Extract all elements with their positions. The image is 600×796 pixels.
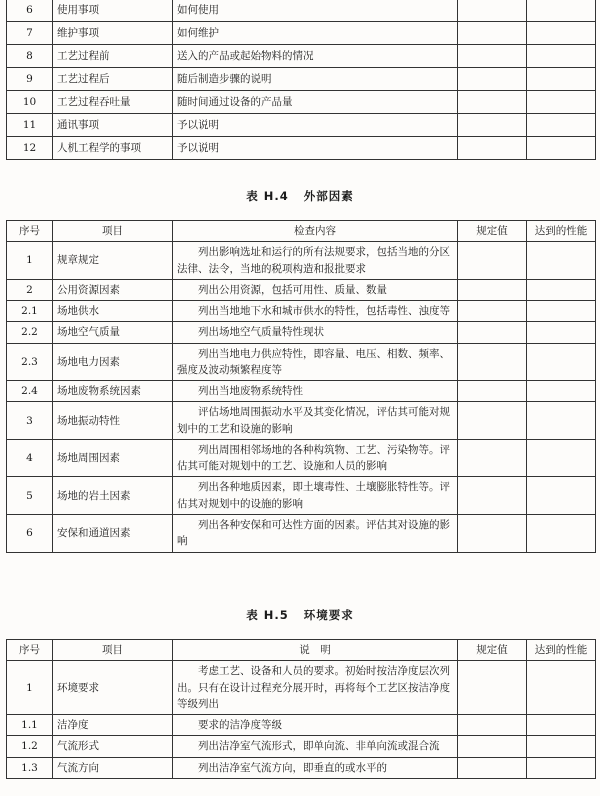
row-description: 如何维护 [173, 22, 458, 45]
table-row [7, 514, 596, 552]
table-h4-external-factors [6, 220, 596, 553]
row-spec-value [458, 514, 527, 552]
row-spec-value [458, 439, 527, 477]
row-item: 工艺过程后 [53, 68, 173, 91]
row-description: 随后制造步骤的说明 [173, 68, 458, 91]
row-spec-value [458, 402, 527, 440]
row-item: 工艺过程吞吐量 [53, 91, 173, 114]
table-body [7, 0, 596, 160]
row-number: 9 [7, 68, 53, 91]
row-spec-value [458, 381, 527, 402]
row-description: 予以说明 [173, 137, 458, 160]
table-row [7, 381, 596, 402]
table-row [7, 322, 596, 343]
row-item: 人机工程学的事项 [53, 137, 173, 160]
row-description: 列出影响选址和运行的所有法规要求，包括当地的分区法律、法令，当地的税项构造和报批要求 [173, 242, 458, 280]
table-row [7, 68, 596, 91]
header-item: 项目 [53, 640, 173, 661]
caption-title: 环境要求 [303, 608, 354, 622]
row-performance [527, 514, 596, 552]
row-spec-value [458, 45, 527, 68]
row-description: 列出各种地质因素，即土壤毒性、土壤膨胀特性等。评估其对规划中的设施的影响 [173, 477, 458, 515]
row-description: 列出当地废物系统特性 [173, 381, 458, 402]
row-spec-value [458, 137, 527, 160]
row-spec-value [458, 279, 527, 300]
row-number: 6 [7, 514, 53, 552]
row-description: 列出周围相邻场地的各种构筑物、工艺、污染物等。评估其可能对规划中的工艺、设施和人员的影响 [173, 439, 458, 477]
table-top-continuation [6, 0, 596, 160]
row-number: 1 [7, 661, 53, 715]
header-perf: 达到的性能 [527, 221, 596, 242]
row-description: 如何使用 [173, 0, 458, 22]
header-num: 序号 [7, 640, 53, 661]
table-body [7, 661, 596, 779]
table-row [7, 477, 596, 515]
row-number: 2.3 [7, 343, 53, 381]
row-item: 公用资源因素 [53, 279, 173, 300]
table-h5-environment-requirements [6, 639, 596, 779]
row-spec-value [458, 757, 527, 778]
row-item: 洁净度 [53, 715, 173, 736]
header-desc: 检查内容 [173, 221, 458, 242]
row-spec-value [458, 242, 527, 280]
row-number: 2.4 [7, 381, 53, 402]
row-performance [527, 45, 596, 68]
row-number: 1.2 [7, 736, 53, 757]
table-row [7, 343, 596, 381]
row-number: 1.3 [7, 757, 53, 778]
table-row [7, 661, 596, 715]
header-spec: 规定值 [458, 640, 527, 661]
row-item: 场地振动特性 [53, 402, 173, 440]
table-body [7, 242, 596, 552]
row-performance [527, 91, 596, 114]
row-description: 列出当地地下水和城市供水的特性，包括毒性、浊度等 [173, 301, 458, 322]
row-description: 列出洁净室气流形式，即单向流、非单向流或混合流 [173, 736, 458, 757]
row-item: 维护事项 [53, 22, 173, 45]
row-performance [527, 114, 596, 137]
row-number: 1.1 [7, 715, 53, 736]
row-spec-value [458, 91, 527, 114]
row-item: 场地供水 [53, 301, 173, 322]
row-item: 场地空气质量 [53, 322, 173, 343]
row-item: 工艺过程前 [53, 45, 173, 68]
row-performance [527, 715, 596, 736]
header-num: 序号 [7, 221, 53, 242]
row-description: 列出当地电力供应特性，即容量、电压、相数、频率、强度及波动频繁程度等 [173, 343, 458, 381]
row-item: 环境要求 [53, 661, 173, 715]
row-item: 气流方向 [53, 757, 173, 778]
row-description: 列出各种安保和可达性方面的因素。评估其对设施的影响 [173, 514, 458, 552]
row-performance [527, 661, 596, 715]
row-item: 使用事项 [53, 0, 173, 22]
row-number: 5 [7, 477, 53, 515]
row-performance [527, 0, 596, 22]
row-spec-value [458, 343, 527, 381]
row-spec-value [458, 22, 527, 45]
row-number: 4 [7, 439, 53, 477]
table-header-row [7, 221, 596, 242]
row-item: 场地周围因素 [53, 439, 173, 477]
row-item: 气流形式 [53, 736, 173, 757]
row-spec-value [458, 68, 527, 91]
row-spec-value [458, 301, 527, 322]
row-number: 3 [7, 402, 53, 440]
table-row [7, 91, 596, 114]
table-caption-h5 [0, 607, 600, 623]
row-number: 8 [7, 45, 53, 68]
row-number: 10 [7, 91, 53, 114]
row-performance [527, 137, 596, 160]
table-row [7, 114, 596, 137]
row-performance [527, 736, 596, 757]
row-description: 要求的洁净度等级 [173, 715, 458, 736]
row-number: 2 [7, 279, 53, 300]
row-description: 评估场地周围振动水平及其变化情况，评估其可能对规划中的工艺和设施的影响 [173, 402, 458, 440]
row-description: 随时间通过设备的产品量 [173, 91, 458, 114]
row-performance [527, 439, 596, 477]
caption-number: 表 H.4 [246, 189, 289, 203]
header-desc: 说 明 [173, 640, 458, 661]
row-performance [527, 322, 596, 343]
row-number: 2.1 [7, 301, 53, 322]
row-performance [527, 279, 596, 300]
row-description: 列出公用资源，包括可用性、质量、数量 [173, 279, 458, 300]
table-row [7, 279, 596, 300]
row-number: 1 [7, 242, 53, 280]
table-row [7, 736, 596, 757]
row-performance [527, 757, 596, 778]
table-row [7, 242, 596, 280]
table-row [7, 22, 596, 45]
table-row [7, 0, 596, 22]
row-item: 场地电力因素 [53, 343, 173, 381]
row-performance [527, 22, 596, 45]
row-spec-value [458, 736, 527, 757]
header-spec: 规定值 [458, 221, 527, 242]
row-performance [527, 343, 596, 381]
row-number: 12 [7, 137, 53, 160]
row-spec-value [458, 322, 527, 343]
row-item: 通讯事项 [53, 114, 173, 137]
table-row [7, 715, 596, 736]
row-performance [527, 68, 596, 91]
header-perf: 达到的性能 [527, 640, 596, 661]
table-row [7, 301, 596, 322]
table-row [7, 439, 596, 477]
row-number: 2.2 [7, 322, 53, 343]
row-item: 规章规定 [53, 242, 173, 280]
row-number: 7 [7, 22, 53, 45]
row-spec-value [458, 661, 527, 715]
row-number: 11 [7, 114, 53, 137]
row-number: 6 [7, 0, 53, 22]
row-spec-value [458, 0, 527, 22]
row-spec-value [458, 715, 527, 736]
caption-title: 外部因素 [303, 189, 354, 203]
row-performance [527, 242, 596, 280]
header-item: 项目 [53, 221, 173, 242]
row-description: 予以说明 [173, 114, 458, 137]
row-item: 场地的岩土因素 [53, 477, 173, 515]
row-description: 考虑工艺、设备和人员的要求。初始时按洁净度层次列出。只有在设计过程充分展开时，再将每个工艺区按洁净度等级列出 [173, 661, 458, 715]
row-performance [527, 381, 596, 402]
row-description: 列出场地空气质量特性现状 [173, 322, 458, 343]
table-header-row [7, 640, 596, 661]
row-spec-value [458, 477, 527, 515]
row-item: 场地废物系统因素 [53, 381, 173, 402]
row-performance [527, 301, 596, 322]
row-description: 列出洁净室气流方向，即垂直的或水平的 [173, 757, 458, 778]
row-item: 安保和通道因素 [53, 514, 173, 552]
table-caption-h4 [0, 188, 600, 204]
row-performance [527, 402, 596, 440]
row-performance [527, 477, 596, 515]
table-row [7, 45, 596, 68]
row-description: 送入的产品或起始物料的情况 [173, 45, 458, 68]
caption-number: 表 H.5 [246, 608, 289, 622]
table-row [7, 402, 596, 440]
table-row [7, 757, 596, 778]
row-spec-value [458, 114, 527, 137]
table-row [7, 137, 596, 160]
